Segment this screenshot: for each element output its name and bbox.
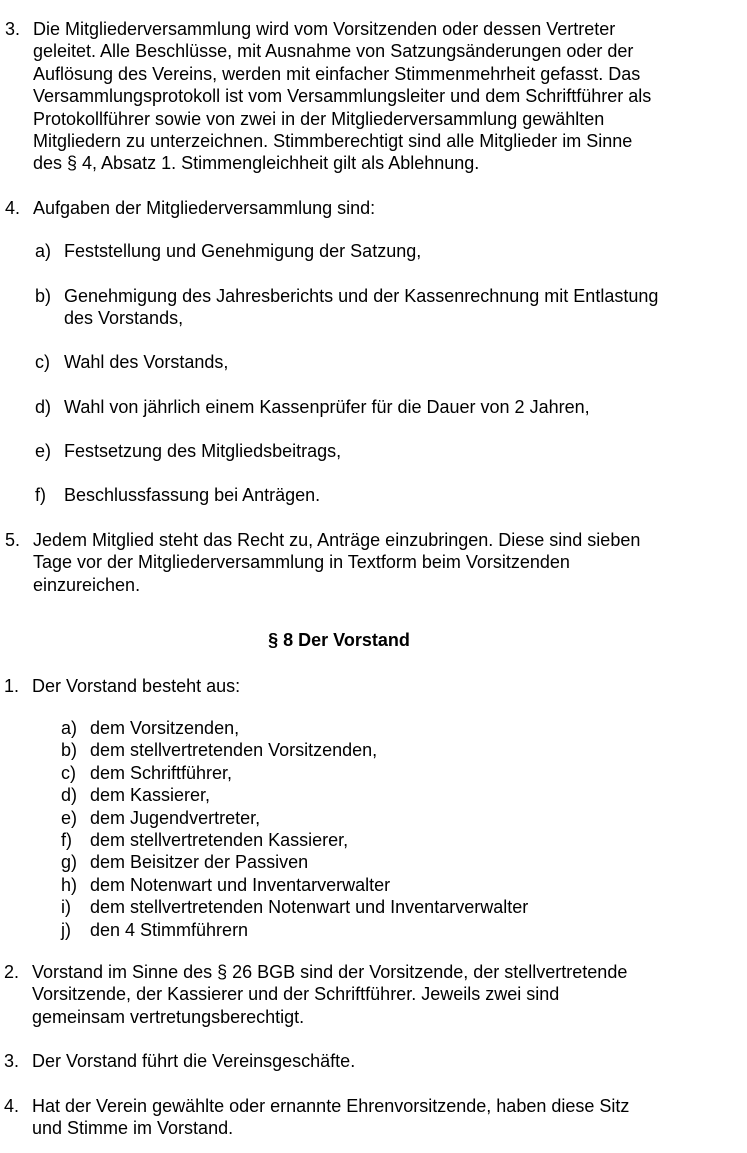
text-line: Mitgliedern zu unterzeichnen. Stimmberechtigt sind alle Mitglieder im Sinne [33, 131, 633, 152]
subitem-letter: c) [61, 762, 76, 783]
item-number: 4. [5, 198, 21, 218]
subitem-text: des Vorstands, [64, 308, 184, 329]
subitem-letter: a) [61, 718, 78, 738]
subitem-letter: h) [61, 874, 78, 895]
text-line: gemeinsam vertretungsberechtigt. [32, 1006, 305, 1027]
item-text: Aufgaben der Mitgliederversammlung sind: [33, 198, 376, 218]
subitem-letter: f) [61, 830, 72, 850]
subitem-letter: e) [35, 441, 52, 461]
text-line: Vorstand im Sinne des § 26 BGB sind der Vorsitzende, der stellvertretende [32, 962, 628, 982]
item-text [33, 18, 739, 175]
subitem-letter: d) [35, 397, 52, 417]
text-line: Die Mitgliederversammlung wird vom Vorsitzenden oder dessen Vertreter [33, 19, 616, 39]
subitem-text: Wahl von jährlich einem Kassenprüfer für die Dauer von 2 Jahren, [64, 397, 590, 417]
item-number: 4. [4, 1096, 20, 1116]
subitem-letter: a) [35, 241, 52, 261]
subitem-letter: i) [61, 897, 71, 918]
item-text [32, 1095, 739, 1140]
subitem-letter: b) [35, 286, 52, 306]
subitem-text: dem Jugendvertreter, [90, 807, 261, 828]
section-heading: § 8 Der Vorstand [268, 630, 410, 650]
subitem-text: dem stellvertretenden Vorsitzenden, [90, 740, 378, 761]
subitem-text: Genehmigung des Jahresberichts und der Kassenrechnung mit Entlastung [64, 286, 659, 306]
subitem-text: dem Schriftführer, [90, 762, 233, 783]
subitem-letter: b) [61, 740, 78, 761]
text-line: Hat der Verein gewählte oder ernannte Ehrenvorsitzende, haben diese Sitz [32, 1096, 630, 1116]
subitem-text: Wahl des Vorstands, [64, 352, 229, 372]
item-text [33, 529, 739, 596]
subitem-letter: j) [61, 919, 71, 940]
subitem-letter: g) [61, 852, 78, 873]
text-line: Versammlungsprotokoll ist vom Versammlungsleiter und dem Schriftführer als [33, 86, 652, 107]
item-text [32, 961, 739, 1028]
subitem-text: dem Notenwart und Inventarverwalter [90, 874, 391, 895]
text-line: einzureichen. [33, 574, 141, 595]
subitem-letter: f) [35, 485, 46, 505]
subitem-text: Feststellung und Genehmigung der Satzung, [64, 241, 422, 261]
text-line: Auflösung des Vereins, werden mit einfacher Stimmenmehrheit gefasst. Das [33, 63, 641, 84]
text-line: des § 4, Absatz 1. Stimmengleichheit gilt als Ablehnung. [33, 153, 480, 174]
item-number: 1. [4, 676, 20, 696]
item-number: 5. [5, 530, 21, 550]
text-line: Jedem Mitglied steht das Recht zu, Anträge einzubringen. Diese sind sieben [33, 530, 641, 550]
subitem-text: dem Kassierer, [90, 785, 211, 806]
subitem-letter: e) [61, 807, 78, 828]
subitem-text: Festsetzung des Mitgliedsbeitrags, [64, 441, 342, 461]
subitem-text: dem Beisitzer der Passiven [90, 852, 309, 873]
text-line: Tage vor der Mitgliederversammlung in Textform beim Vorsitzenden [33, 552, 570, 573]
item-text: Der Vorstand führt die Vereinsgeschäfte. [32, 1051, 356, 1071]
subitem-text: Beschlussfassung bei Anträgen. [64, 485, 321, 505]
item-number: 3. [5, 19, 21, 39]
subitem-text: dem stellvertretenden Kassierer, [90, 830, 349, 850]
text-line: Vorsitzende, der Kassierer und der Schriftführer. Jeweils zwei sind [32, 984, 560, 1005]
item-text: Der Vorstand besteht aus: [32, 676, 241, 696]
item-number: 2. [4, 962, 20, 982]
text-line: Protokollführer sowie von zwei in der Mitgliederversammlung gewählten [33, 108, 605, 129]
subitem-letter: d) [61, 785, 78, 806]
text-line: und Stimme im Vorstand. [32, 1118, 234, 1139]
subitem-text: dem Vorsitzenden, [90, 718, 240, 738]
item-number: 3. [4, 1051, 20, 1071]
subitem-letter: c) [35, 352, 50, 372]
subitem-text: den 4 Stimmführern [90, 919, 249, 940]
subitem-text: dem stellvertretenden Notenwart und Inventarverwalter [90, 897, 529, 918]
text-line: geleitet. Alle Beschlüsse, mit Ausnahme von Satzungsänderungen oder der [33, 41, 634, 62]
